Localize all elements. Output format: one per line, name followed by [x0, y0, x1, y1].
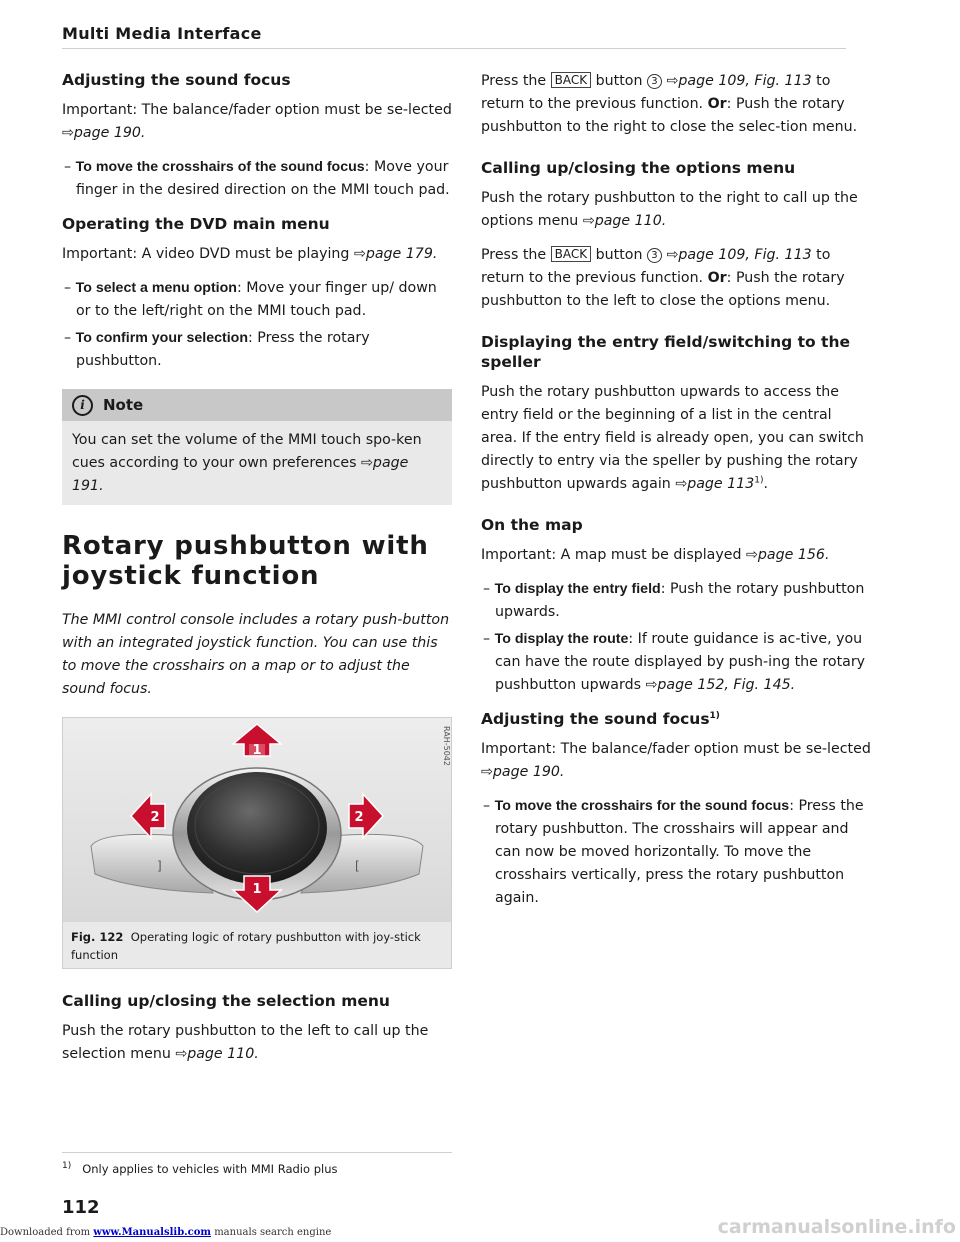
- download-banner: Downloaded from www.Manualslib.com manuals search engine: [0, 1227, 332, 1238]
- left-column: [62, 70, 452, 1077]
- header-rule: [62, 48, 846, 49]
- info-icon: i: [72, 395, 93, 416]
- manualslib-link[interactable]: www.Manualslib.com: [93, 1227, 212, 1238]
- page-ref[interactable]: ⇨page 152, Fig. 145.: [645, 677, 796, 693]
- footnote-rule: [62, 1152, 452, 1153]
- back-key: BACK: [551, 246, 591, 262]
- list-item: – To move the crosshairs for the sound focus: Press the rotary pushbutton. The crosshairs will appear and can now be moved horizontally. To move the crosshairs vertically, press the rotary pushbutton again.: [483, 798, 864, 906]
- arrow-down-label: 1: [252, 882, 262, 897]
- page-ref[interactable]: ⇨page 190.: [62, 125, 146, 141]
- page-ref[interactable]: ⇨page 109, Fig. 113: [666, 73, 812, 89]
- page-ref[interactable]: ⇨page 191.: [72, 455, 409, 494]
- paragraph: Push the rotary pushbutton to the right to call up the options menu ⇨page 110.: [481, 190, 858, 229]
- arrow-right-label: 2: [354, 810, 364, 825]
- list-item: – To move the crosshairs of the sound focus: Move your finger in the desired direction on the MMI touch pad.: [64, 159, 450, 198]
- page-ref[interactable]: ⇨page 109, Fig. 113: [666, 247, 812, 263]
- footnote: $^{1)}$ Only applies to vehicles with MMI Radio plus: [62, 1161, 338, 1176]
- paragraph: Press the BACK button 3 ⇨page 109, Fig. 113 to return to the previous function. Or: Push the rotary pushbutton to the left to close the options menu.: [481, 247, 845, 309]
- list-item: – To select a menu option: Move your finger up/ down or to the left/right on the MMI touch pad.: [64, 280, 437, 319]
- rotary-pushbutton-illustration: [63, 718, 451, 922]
- section-title-selection-menu: Calling up/closing the selection menu: [62, 992, 390, 1010]
- chapter-title: Rotary pushbutton with joystick function: [62, 531, 429, 591]
- footnote-ref: 1): [709, 710, 720, 721]
- intro-text: The MMI control console includes a rotary push-button with an integrated joystick function. You can use this to move the crosshairs on a map or to adjust the sound focus.: [62, 612, 450, 697]
- arrow-left-label: 2: [150, 810, 160, 825]
- page-ref[interactable]: ⇨page 156.: [746, 547, 830, 563]
- list-item: – To display the entry field: Push the rotary pushbutton upwards.: [483, 581, 865, 620]
- paragraph: Important: The balance/fader option must be se-lected ⇨page 190.: [481, 741, 871, 780]
- figure-caption: Fig. 122 Operating logic of rotary pushbutton with joy-stick function: [63, 922, 451, 968]
- section-title-options-menu: Calling up/closing the options menu: [481, 159, 796, 177]
- callout-3: 3: [647, 74, 662, 89]
- list-item: – To confirm your selection: Press the rotary pushbutton.: [64, 330, 370, 369]
- list-item: – To display the route: If route guidance is ac-tive, you can have the route displayed by push-ing the rotary pushbutton upwards ⇨page 152, Fig. 145.: [483, 631, 866, 693]
- note-label: Note: [103, 396, 144, 414]
- section-title-sound-focus-2: Adjusting the sound focus$^{1)}$: [481, 710, 720, 728]
- note-box: [62, 389, 452, 505]
- wing-label-right: [: [355, 859, 360, 873]
- figure-code: RAH-5042: [442, 726, 451, 766]
- page-header: Multi Media Interface: [62, 24, 262, 43]
- paragraph: Important: A map must be displayed ⇨page 156.: [481, 547, 830, 563]
- page-ref[interactable]: ⇨page 110.: [582, 213, 667, 229]
- paragraph: Press the BACK button 3 ⇨page 109, Fig. 113 to return to the previous function. Or: Push the rotary pushbutton to the right to close the selec-tion menu.: [481, 73, 858, 135]
- section-title-entry-field: Displaying the entry field/switching to the speller: [481, 333, 851, 371]
- right-column: [481, 70, 871, 914]
- paragraph: Important: A video DVD must be playing ⇨page 179.: [62, 246, 438, 262]
- page-ref[interactable]: ⇨page 190.: [481, 764, 565, 780]
- page-ref[interactable]: ⇨page 110.: [175, 1046, 259, 1062]
- section-title-dvd-menu: Operating the DVD main menu: [62, 215, 330, 233]
- page-number: 112: [62, 1197, 100, 1218]
- footnote-ref: 1): [754, 475, 764, 486]
- page-ref[interactable]: ⇨page 113: [675, 476, 755, 492]
- paragraph: Push the rotary pushbutton to the left to call up the selection menu ⇨page 110.: [62, 1023, 429, 1062]
- arrow-up-label: 1: [252, 743, 262, 758]
- callout-3: 3: [647, 248, 662, 263]
- back-key: BACK: [551, 72, 591, 88]
- section-title-on-the-map: On the map: [481, 516, 583, 534]
- note-header: [62, 389, 452, 421]
- paragraph: Push the rotary pushbutton upwards to access the entry field or the beginning of a list in the central area. If the entry field is already open, you can switch directly to entry via the speller by pushing the rotary pushbutton upwards again ⇨page 113$^{1)}$.: [481, 384, 864, 492]
- wing-label-left: ]: [157, 859, 162, 873]
- section-title-sound-focus: Adjusting the sound focus: [62, 71, 291, 89]
- figure-rotary-pushbutton: [62, 717, 452, 969]
- note-text: You can set the volume of the MMI touch spo-ken cues according to your own preferences ⇨page 191.: [72, 432, 422, 494]
- page-ref[interactable]: ⇨page 179.: [353, 246, 438, 262]
- watermark: carmanualsonline.info: [717, 1216, 956, 1238]
- paragraph: Important: The balance/fader option must be se-lected ⇨page 190.: [62, 102, 452, 141]
